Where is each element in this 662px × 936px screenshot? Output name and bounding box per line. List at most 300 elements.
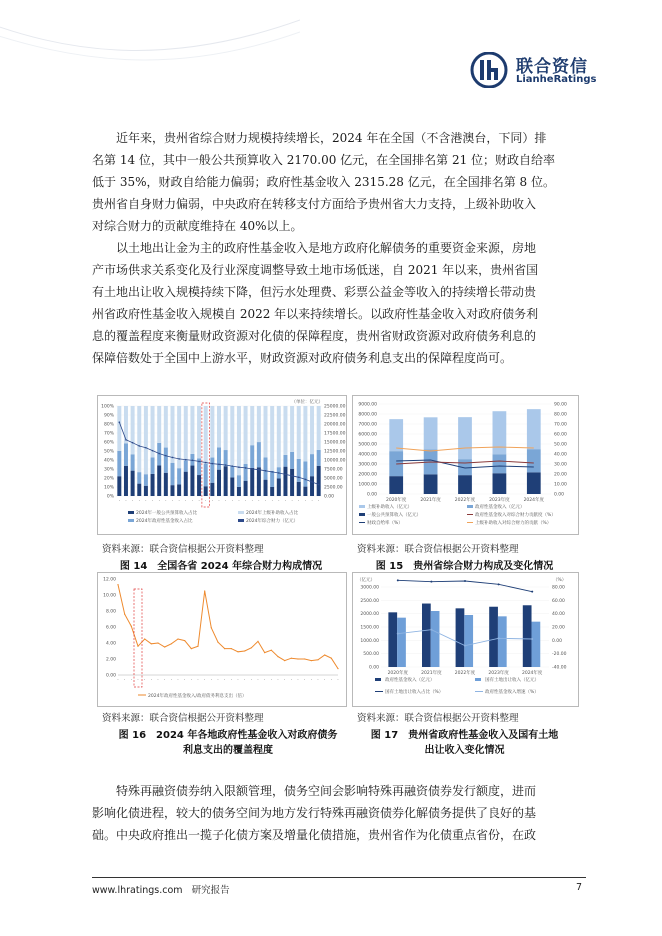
fig14-bar-transfer [283,406,287,455]
paragraph-line: 有土地出让收入规模持续下降，但污水处理费、彩票公益金等收入的持续增长带动贵 [92,285,537,299]
fig14-bar-fund [210,458,214,483]
fig14-total-point [192,460,194,462]
fig15-y-left-tick: 7000.00 [358,422,377,428]
fig14-total-point [205,462,207,464]
fig16-y-tick: 4.00 [105,641,116,647]
fig14-bar-fund [124,443,128,465]
fig16-x-tick: · [283,678,286,683]
fig17-bar-land [397,618,406,667]
fig16-y-tick: 12.00 [103,577,116,583]
fig14-bar-general [264,480,268,496]
figure-15-caption: 图 15 贵州省综合财力构成及变化情况 [375,561,554,572]
fig14-bar-fund [317,450,321,466]
fig16-x-tick: · [337,678,339,683]
fig14-y-right-tick: 17500.00 [324,431,346,437]
fig14-bar-general [277,479,281,496]
fig14-x-tick: · [171,499,174,504]
fig14-bar-fund [310,454,314,476]
figure-17-caption-line1: 图 17 贵州省政府性基金收入及国有土地 [370,730,559,741]
fig14-y-left-tick: 40% [103,458,114,464]
fig14-y-right-tick: 25000.00 [324,404,346,410]
fig14-bar-transfer [124,406,128,443]
fig14-bar-general [190,466,194,496]
fig14-total-point [245,467,247,469]
fig14-bar-transfer [297,406,301,459]
fig14-bar-fund [257,442,261,467]
fig17-x-tick: 2020年度 [387,671,409,676]
fig16-coverage-point [191,648,192,649]
fig17-y-right-tick: -40.00 [552,665,567,671]
fig16-coverage-point [117,584,118,585]
figure-17-source: 资料来源：联合资信根据公开资料整理 [357,713,519,724]
fig14-bar-transfer [157,406,161,443]
fig14-bar-transfer [164,406,168,448]
paragraph-line: 础。中央政府推出一揽子化债方案及增量化债措施，贵州省作为化债重点省份，在政 [92,828,537,842]
fig14-bar-fund [237,475,241,487]
fig17-y-left-tick: 500.00 [363,652,379,658]
fig16-x-tick: · [123,678,126,683]
fig14-bar-general [117,476,121,496]
fig15-legend-label: 上级补助收入（亿元） [367,505,412,510]
fig14-y-left-tick: 70% [103,431,114,437]
fig14-x-tick: · [258,499,260,504]
fig17-line-point [397,579,399,581]
fig16-x-tick: · [183,678,186,683]
figure-17-svg [353,573,578,706]
fig16-coverage-point [304,658,305,659]
fig15-bar-transfer [493,411,507,454]
fig14-bar-general [164,473,168,496]
fig16-coverage-point [284,660,285,661]
fig14-bar-general [157,465,161,496]
fig14-bar-transfer [244,406,248,464]
fig14-bar-general [177,484,181,496]
fig14-total-point [318,484,320,486]
fig14-bar-fund [144,474,148,486]
fig16-coverage-point [144,638,145,639]
fig14-total-point [218,464,220,466]
fig14-total-point [271,471,273,473]
fig17-y-right-tick: -20.00 [552,652,567,658]
fig14-total-point [291,475,293,477]
fig15-legend-swatch [359,505,365,508]
fig16-x-tick: · [190,678,193,683]
fig16-x-tick: · [297,678,299,683]
fig15-bar-transfer [424,417,438,449]
fig15-bar-general [424,474,438,494]
fig14-total-point [178,458,180,460]
fig16-x-tick: · [177,678,179,683]
fig16-coverage-point [324,654,325,655]
fig14-bar-general [310,476,314,496]
paragraph-line: 对综合财力的贡献度维持在 40%以上。 [92,219,303,233]
fig14-x-tick: · [284,499,287,504]
fig16-y-tick: 0.00 [105,673,116,679]
fig14-bar-general [151,474,155,496]
figure-15-source: 资料来源：联合资信根据公开资料整理 [357,544,519,555]
figure-17-caption-line2: 出让收入变化情况 [424,745,505,756]
paragraph-line: 名第 14 位，其中一般公共预算收入 2170.00 亿元，在全国排名第 21 位；财政自给率 [92,153,556,167]
fig14-total-point [145,447,147,449]
fig17-line-point [397,633,399,635]
fig14-bar-general [170,485,174,496]
fig14-y-right-tick: 15000.00 [324,440,346,446]
figure-16-svg [98,573,346,706]
fig15-x-tick: 2021年度 [420,498,441,503]
paragraph-line: 低于 35%，财政自给能力偏弱；政府性基金收入 2315.28 亿元，在全国排名第 8 位。 [92,175,556,189]
fig16-coverage-point [264,652,265,653]
fig14-bar-general [237,487,241,496]
fig17-x-tick: 2021年度 [421,671,442,676]
fig14-bar-general [137,484,141,496]
fig14-bar-general [210,483,214,496]
fig14-bar-transfer [204,406,208,464]
fig15-bar-transfer [458,417,472,459]
fig14-x-tick: · [211,499,214,504]
fig16-x-tick: · [157,678,159,683]
figure-14-chart [97,395,347,535]
fig16-x-tick: · [117,678,119,683]
fig14-bar-transfer [310,406,314,454]
fig16-x-tick: · [290,678,293,683]
brand-name-en: LianheRatings [516,74,597,85]
paragraph-3 [92,780,584,846]
fig16-x-tick: · [230,678,233,683]
fig14-legend-swatch [238,519,244,522]
fig14-bar-fund [177,468,181,484]
fig14-y-right-tick: 0.00 [324,494,335,500]
fig14-bar-general [270,487,274,496]
fig15-bar-general [527,472,541,494]
fig16-x-tick: · [223,678,226,683]
paragraph-1 [92,127,584,237]
fig14-x-tick: · [317,499,320,504]
fig14-bar-general [184,472,188,496]
fig14-total-point [305,479,307,481]
fig14-y-left-tick: 90% [103,413,114,419]
figure-14-caption: 图 14 全国各省 2024 年综合财力构成情况 [119,561,323,572]
fig16-y-tick: 10.00 [103,593,116,599]
fig15-y-right-tick: 10.00 [554,482,567,488]
fig14-bar-transfer [184,406,188,460]
fig14-x-tick: · [138,499,140,504]
fig14-x-tick: · [238,499,240,504]
fig14-x-tick: · [125,499,127,504]
fig14-x-tick: · [165,499,167,504]
fig16-coverage-point [211,627,212,628]
fig14-total-point [251,468,253,470]
fig16-coverage-point [184,640,185,641]
fig14-x-tick: · [178,499,180,504]
fig14-bar-transfer [237,406,241,475]
fig17-x-tick: 2023年度 [488,671,509,676]
fig16-coverage-point [244,650,245,651]
fig14-legend-swatch [128,519,134,522]
fig16-x-tick: · [237,678,239,683]
fig17-line-point [498,637,500,639]
figure-16-caption [97,726,359,756]
fig14-bar-fund [264,457,268,479]
fig15-y-left-tick: 6000.00 [358,432,377,438]
figure-16-caption-line1: 图 16 2024 年各地政府性基金收入对政府债务 [118,730,338,741]
fig14-bar-transfer [144,406,148,474]
paragraph-line: 贵州省自身财力偏弱，中央政府在转移支付方面给予贵州省大力支持，上级补助收入 [92,197,537,211]
fig15-bar-general [493,473,507,494]
fig15-bar-transfer [527,409,541,449]
fig16-x-tick: · [150,678,153,683]
footer-site-link[interactable]: www.lhratings.com [92,885,183,896]
fig14-bar-transfer [230,406,234,466]
paragraph-line: 产市场供求关系变化及行业深度调整导致土地市场低迷，自 2021 年以来，贵州省国 [92,263,539,277]
figure-17-caption [352,726,577,756]
fig14-bar-fund [244,464,248,481]
fig14-bar-general [224,466,228,496]
fig15-y-left-tick: 9000.00 [358,402,377,408]
fig15-y-right-tick: 30.00 [554,462,567,468]
fig17-legend-label: 政府性基金收入增速（%） [485,690,539,695]
fig15-bar-fund [527,449,541,472]
fig16-x-tick: · [203,678,206,683]
fig14-bar-general [144,486,148,496]
fig14-total-point [238,466,240,468]
fig16-x-tick: · [210,678,213,683]
fig14-bar-fund [164,448,168,473]
fig14-bar-fund [290,452,294,469]
fig16-coverage-point [197,646,198,647]
figure-15-chart [352,395,579,535]
fig14-total-point [152,450,154,452]
fig14-legend-label: 2024年一般公共预算收入占比 [136,511,197,516]
brand-name-cn: 联合资信 [516,57,588,77]
fig14-y-left-tick: 80% [103,422,114,428]
fig15-y-left-tick: 0.00 [366,492,377,498]
fig14-bar-transfer [197,406,201,458]
fig15-y-left-tick: 1000.00 [358,482,377,488]
fig15-y-left-tick: 8000.00 [358,412,377,418]
fig14-bar-fund [151,457,155,473]
fig14-bar-fund [131,454,135,470]
fig14-total-point [311,481,313,483]
fig14-bar-transfer [137,406,141,472]
fig14-y-left-tick: 20% [103,476,114,482]
fig16-x-tick: · [217,678,219,683]
fig14-y-left-tick: 60% [103,440,114,446]
fig16-x-tick: · [250,678,253,683]
fig16-x-tick: · [170,678,173,683]
fig17-bar-land [464,615,473,667]
fig17-y-left-tick: 3000.00 [360,585,379,591]
fig14-bar-fund [137,472,141,483]
fig14-x-tick: · [244,499,247,504]
fig16-coverage-point [237,651,238,652]
fig14-bar-transfer [257,406,261,442]
fig16-x-tick: · [137,678,139,683]
fig14-y-right-tick: 7500.00 [324,467,343,473]
fig14-x-tick: · [224,499,227,504]
fig14-legend-label: 2024年政府性基金收入占比 [136,519,193,524]
fig14-bar-fund [217,447,221,469]
fig16-coverage-point [157,642,158,643]
fig16-coverage-point [317,659,318,660]
fig14-y-left-tick: 0% [106,494,114,500]
fig17-legend-swatch [375,678,381,681]
fig16-coverage-point [151,643,152,644]
fig15-y-left-tick: 2000.00 [358,472,377,478]
fig17-line-point [430,581,432,583]
fig14-x-tick: · [131,499,134,504]
fig15-y-right-tick: 90.00 [554,402,567,408]
fig14-x-tick: · [264,499,267,504]
fig14-bar-fund [303,461,307,486]
footer-divider [92,877,586,878]
fig14-total-point [165,455,167,457]
fig14-total-point [198,461,200,463]
footer-left [92,882,230,896]
fig14-total-point [212,463,214,465]
fig14-x-tick: · [185,499,187,504]
fig14-bar-transfer [250,406,254,445]
fig14-y-right-tick: 20000.00 [324,422,346,428]
fig14-bar-fund [184,460,188,471]
fig14-bar-general [204,486,208,496]
fig14-x-tick: · [291,499,293,504]
fig17-y-right-tick: 0.00 [552,638,563,644]
fig14-total-point [119,421,121,423]
fig14-bar-transfer [224,406,228,450]
fig15-x-tick: 2024年度 [523,498,545,503]
fig14-x-tick: · [278,499,280,504]
fig17-y-left-tick: 2000.00 [360,612,379,618]
fig16-coverage-point [257,641,258,642]
brand-logo [470,52,620,88]
fig17-bar-land [532,622,541,667]
fig14-y-right-tick: 10000.00 [324,458,346,464]
fig17-legend-label: 国有土地出让收入占比（%） [385,690,444,695]
fig14-total-point [125,439,127,441]
fig14-bar-transfer [217,406,221,447]
fig17-y-left-tick: 1000.00 [360,638,379,644]
fig16-coverage-point [251,647,252,648]
fig16-coverage-point [124,614,125,615]
fig15-bar-general [458,475,472,494]
fig14-y-left-tick: 100% [101,404,114,410]
fig17-bar-fund [489,607,498,667]
fig16-coverage-line [118,585,338,669]
paragraph-line: 近年来，贵州省综合财力规模持续增长，2024 年在全国（不含港澳台，下同）排 [116,131,547,145]
fig16-y-tick: 2.00 [105,657,116,663]
fig14-bar-general [131,471,135,496]
fig14-x-tick: · [118,499,121,504]
fig14-bar-transfer [117,406,121,451]
fig14-y-left-tick: 50% [103,449,114,455]
fig17-bar-land [431,611,440,667]
fig16-x-tick: · [197,678,199,683]
fig16-coverage-point [217,642,218,643]
fig14-x-tick: · [191,499,194,504]
fig15-x-tick: 2022年度 [454,498,476,503]
fig16-coverage-point [277,656,278,657]
fig17-y-left-tick: 2500.00 [360,598,379,604]
fig15-legend-label: 一般公共预算收入（亿元） [367,513,421,518]
fig14-bar-general [124,466,128,496]
fig17-line-point [498,583,500,585]
fig15-legend-label: 财政自给率（%） [367,521,403,526]
fig17-legend-label: 政府性基金收入（亿元） [385,678,435,683]
fig14-total-point [285,474,287,476]
fig14-bar-general [217,470,221,496]
fig14-bar-fund [270,471,274,487]
fig16-coverage-point [204,590,205,591]
fig14-legend-swatch [128,511,134,514]
paragraph-line: 息的覆盖程度来衡量财政资源对化债的保障程度，贵州省财政资源对政府债务利息的 [92,329,537,343]
fig14-x-tick: · [271,499,273,504]
fig14-total-point [258,469,260,471]
fig14-y-left-tick: 10% [103,485,114,491]
fig16-x-tick: · [310,678,313,683]
fig14-legend-swatch [238,511,244,514]
fig15-y-right-tick: 70.00 [554,422,567,428]
fig14-bar-fund [170,463,174,485]
fig14-x-tick: · [251,499,253,504]
fig14-bar-transfer [270,406,274,471]
fig14-unit-label: （单位：亿元） [291,400,323,405]
fig16-coverage-point [331,658,332,659]
figure-17-chart [352,572,579,707]
figure-16-source: 资料来源：联合资信根据公开资料整理 [102,713,264,724]
fig17-y-right-tick: 60.00 [552,598,565,604]
fig14-bar-general [257,467,261,496]
paragraph-line: 州省政府性基金收入规模自 2022 年以来持续增长。以政府性基金收入对政府债务利 [92,307,539,321]
paragraph-2 [92,237,584,369]
fig15-bar-fund [493,454,507,473]
fig16-coverage-point [171,643,172,644]
fig14-bar-transfer [170,406,174,463]
fig14-bar-fund [283,455,287,467]
fig17-ylabel-right: （%） [553,578,567,583]
fig16-y-tick: 8.00 [105,609,116,615]
fig14-x-tick: · [231,499,234,504]
fig15-y-right-tick: 40.00 [554,452,567,458]
fig16-x-tick: · [270,678,273,683]
fig16-x-tick: · [323,678,326,683]
fig16-coverage-point [177,638,178,639]
fig14-bar-transfer [264,406,268,457]
fig16-legend-label: 2024年政府性基金收入/政府债务利息支出（倍） [148,694,247,699]
fig16-coverage-point [271,650,272,651]
fig14-y-right-tick: 22500.00 [324,413,346,419]
fig14-x-tick: · [218,499,220,504]
figure-16-chart [97,572,347,707]
fig17-bar-fund [388,612,397,667]
fig16-y-tick: 6.00 [105,625,116,631]
fig14-bar-fund [204,464,208,487]
fig14-total-point [158,453,160,455]
fig14-total-point [185,459,187,461]
fig14-bar-transfer [290,406,294,452]
fig16-coverage-point [291,658,292,659]
fig17-line-2 [398,580,532,591]
fig14-bar-transfer [190,406,194,454]
fig16-x-tick: · [277,678,279,683]
footer-label: 研究报告 [191,885,230,896]
fig17-y-right-tick: 40.00 [552,612,565,618]
fig14-bar-fund [224,450,228,466]
fig17-line-point [531,638,533,640]
fig16-coverage-point [297,658,298,659]
fig14-bar-transfer [303,406,307,461]
fig17-ylabel-left: （亿元） [357,578,375,583]
fig14-total-point [265,470,267,472]
